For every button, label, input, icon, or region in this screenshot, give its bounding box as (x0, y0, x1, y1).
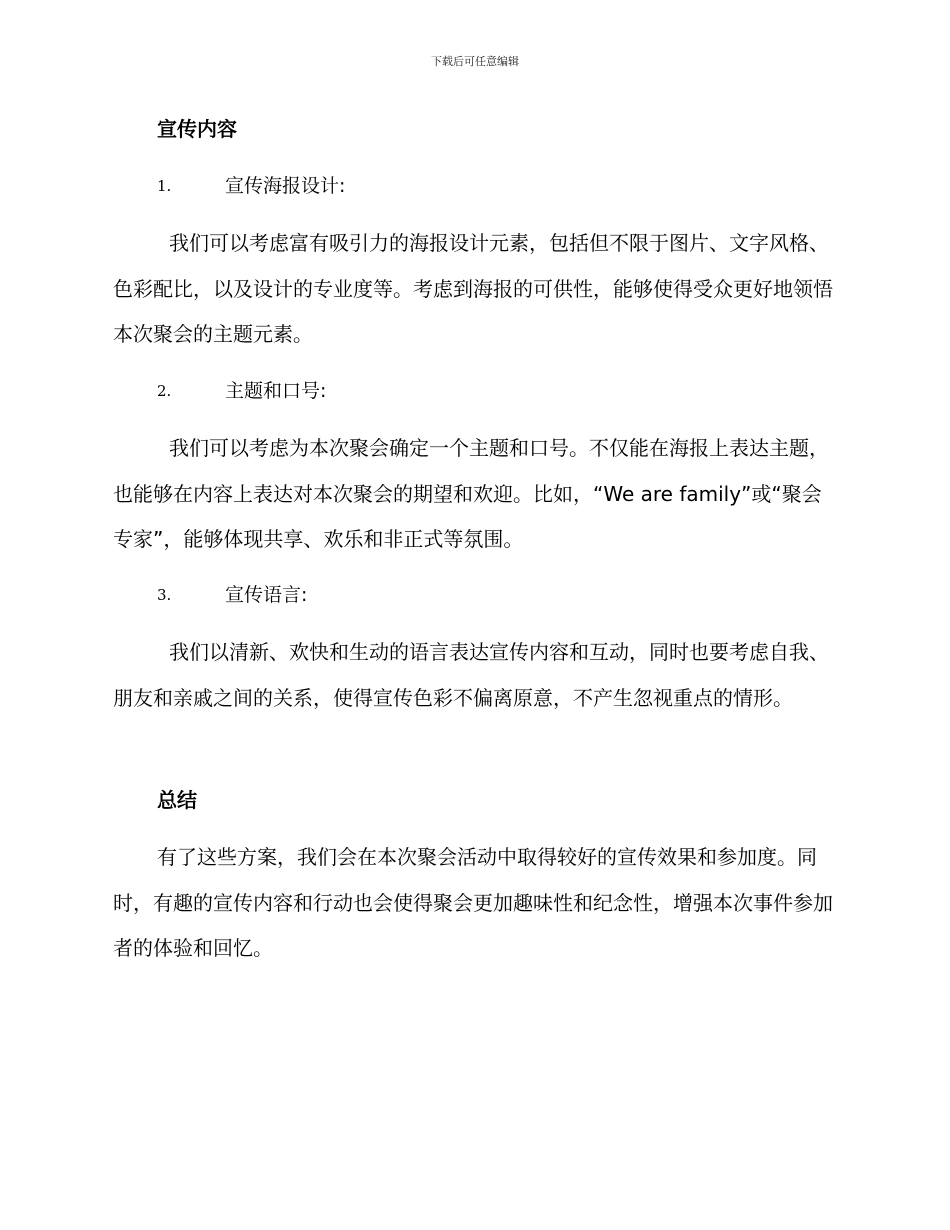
list-item-title: 宣传海报设计: (225, 175, 346, 197)
list-item-number: 1. (157, 177, 172, 195)
summary-paragraph: 有了这些方案，我们会在本次聚会活动中取得较好的宣传效果和参加度。同时，有趣的宣传内容和行动也会使得聚会更加趣味性和纪念性，增强本次事件参加者的体验和回忆。 (113, 845, 833, 960)
list-item-paragraph: 我们以清新、欢快和生动的语言表达宣传内容和互动，同时也要考虑自我、朋友和亲戚之间的关系，使得宣传色彩不偏离原意，不产生忽视重点的情形。 (113, 640, 829, 710)
section-heading-summary: 总结 (157, 788, 197, 812)
page-header: 下载后可任意编辑 (431, 55, 519, 68)
list-item-paragraph: 我们可以考虑为本次聚会确定一个主题和口号。不仅能在海报上表达主题，也能够在内容上表达对本次聚会的期望和欢迎。比如，“We are family”或“聚会专家”，能够体现共享、欢乐和非正式等氛围。 (113, 436, 829, 551)
list-item-paragraph: 我们可以考虑富有吸引力的海报设计元素，包括但不限于图片、文字风格、色彩配比，以及设计的专业度等。考虑到海报的可供性，能够使得受众更好地领悟本次聚会的主题元素。 (113, 231, 833, 346)
list-item-title: 宣传语言: (225, 584, 308, 606)
list-item-title: 主题和口号: (225, 380, 327, 402)
section-heading-promotion: 宣传内容 (157, 117, 237, 141)
list-item-number: 3. (157, 586, 172, 604)
list-item-number: 2. (157, 382, 172, 400)
